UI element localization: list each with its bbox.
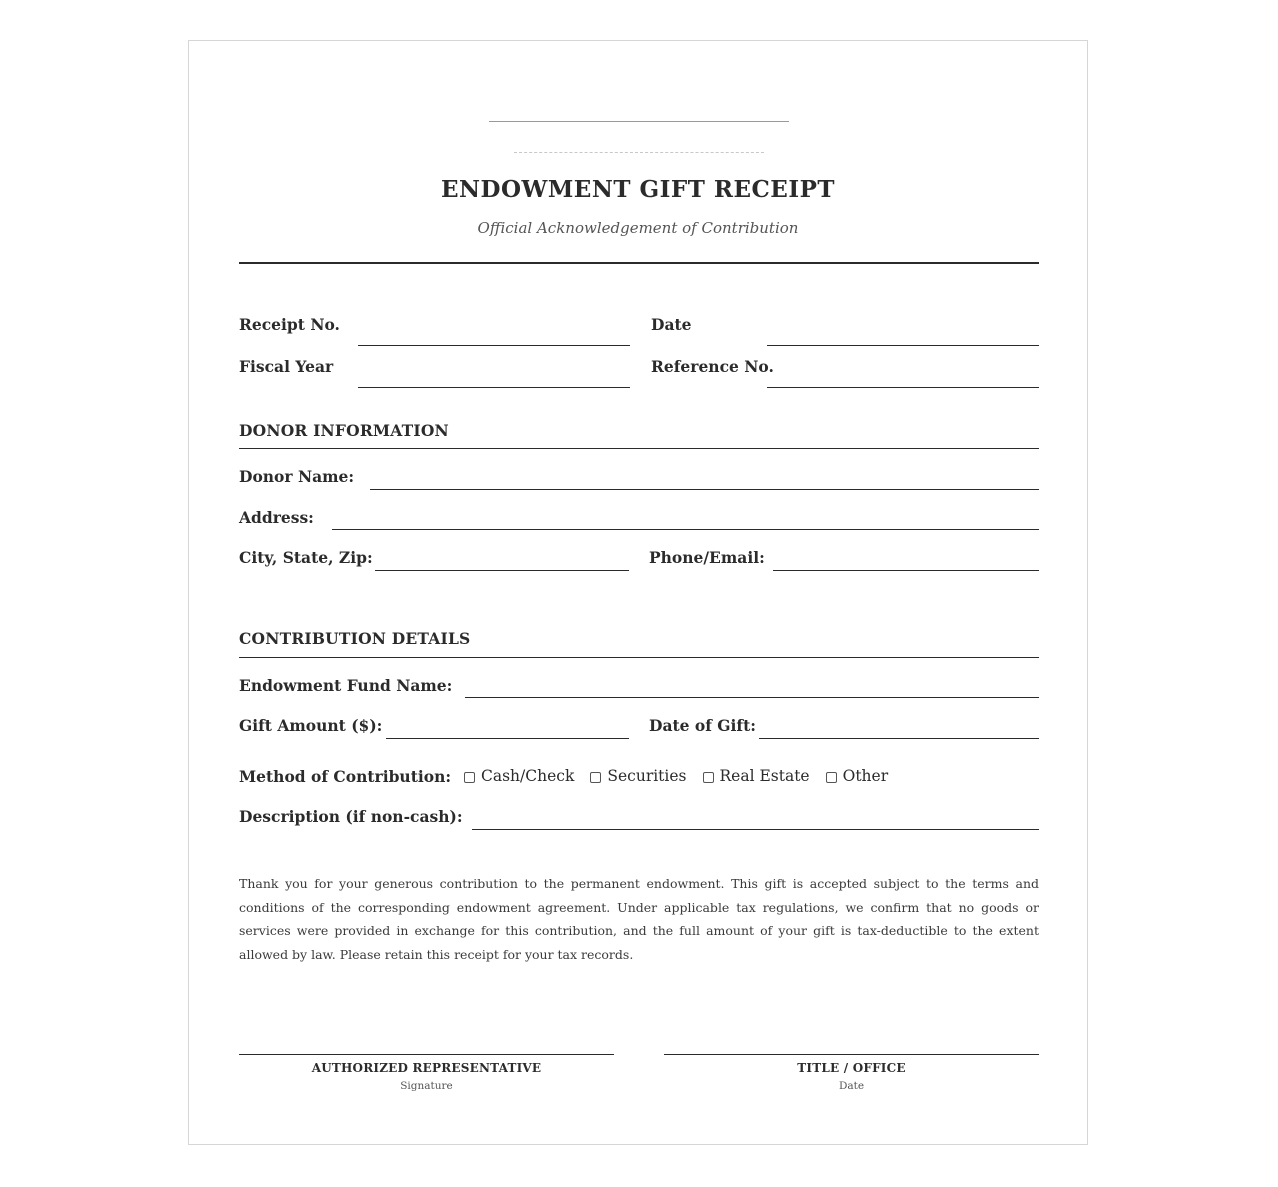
- checkbox-cash-check[interactable]: [464, 772, 475, 783]
- reference-no-field[interactable]: [767, 387, 1039, 388]
- method-option-label: Cash/Check: [481, 767, 575, 785]
- address-label: Address:: [239, 508, 314, 527]
- description-label: Description (if non-cash):: [239, 807, 463, 826]
- donor-section-divider: [239, 448, 1039, 449]
- logo-placeholder-dashed-line: [514, 152, 764, 153]
- signature-line-representative[interactable]: [239, 1054, 614, 1055]
- fiscal-year-label: Fiscal Year: [239, 357, 334, 376]
- checkbox-other[interactable]: [826, 772, 837, 783]
- method-option-label: Other: [842, 767, 889, 785]
- method-option-securities[interactable]: [590, 767, 686, 785]
- signature-title-office: TITLE / OFFICE: [797, 1061, 906, 1075]
- fund-name-label: Endowment Fund Name:: [239, 676, 453, 695]
- phone-email-label: Phone/Email:: [649, 548, 765, 567]
- header-divider: [239, 262, 1039, 264]
- receipt-no-field[interactable]: [358, 345, 630, 346]
- date-field[interactable]: [767, 345, 1039, 346]
- signature-line-title[interactable]: [664, 1054, 1039, 1055]
- method-label: Method of Contribution:: [239, 767, 452, 786]
- method-option-label: Real Estate: [719, 767, 810, 785]
- page-subtitle: Official Acknowledgement of Contribution: [477, 219, 799, 237]
- receipt-page: [188, 40, 1088, 1145]
- city-state-zip-label: City, State, Zip:: [239, 548, 373, 567]
- method-option-real-estate[interactable]: [703, 767, 810, 785]
- receipt-no-label: Receipt No.: [239, 315, 340, 334]
- logo-placeholder-line: [489, 121, 789, 122]
- checkbox-securities[interactable]: [590, 772, 601, 783]
- method-options: [464, 767, 904, 785]
- city-state-zip-field[interactable]: [375, 570, 629, 571]
- donor-name-field[interactable]: [370, 489, 1039, 490]
- signature-sub-date: Date: [838, 1080, 865, 1092]
- gift-amount-field[interactable]: [386, 738, 629, 739]
- method-option-other[interactable]: [826, 767, 889, 785]
- checkbox-real-estate[interactable]: [703, 772, 714, 783]
- fiscal-year-field[interactable]: [358, 387, 630, 388]
- contribution-section-title: CONTRIBUTION DETAILS: [239, 629, 471, 648]
- method-option-label: Securities: [607, 767, 687, 785]
- signature-sub-representative: Signature: [400, 1080, 453, 1092]
- description-field[interactable]: [472, 829, 1039, 830]
- contribution-section-divider: [239, 657, 1039, 658]
- address-field[interactable]: [332, 529, 1039, 530]
- date-of-gift-label: Date of Gift:: [649, 716, 756, 735]
- gift-amount-label: Gift Amount ($):: [239, 716, 383, 735]
- page-title: ENDOWMENT GIFT RECEIPT: [440, 176, 835, 203]
- method-option-cash-check[interactable]: [464, 767, 574, 785]
- date-of-gift-field[interactable]: [759, 738, 1039, 739]
- fund-name-field[interactable]: [465, 697, 1039, 698]
- date-label: Date: [651, 315, 692, 334]
- acknowledgement-statement: Thank you for your generous contribution to the permanent endowment. This gift is accepted subject to the terms and conditions of the corresponding endowment agreement. Under applicable tax regulations, we confirm that no goods or services were provided in exchange for this contribution, and the full amount of your gift is tax-deductible to the extent allowed by law. Please retain this receipt for your tax records.: [239, 876, 1039, 962]
- phone-email-field[interactable]: [773, 570, 1039, 571]
- donor-section-title: DONOR INFORMATION: [239, 421, 449, 440]
- signature-title-representative: AUTHORIZED REPRESENTATIVE: [311, 1061, 542, 1075]
- reference-no-label: Reference No.: [651, 357, 774, 376]
- donor-name-label: Donor Name:: [239, 467, 355, 486]
